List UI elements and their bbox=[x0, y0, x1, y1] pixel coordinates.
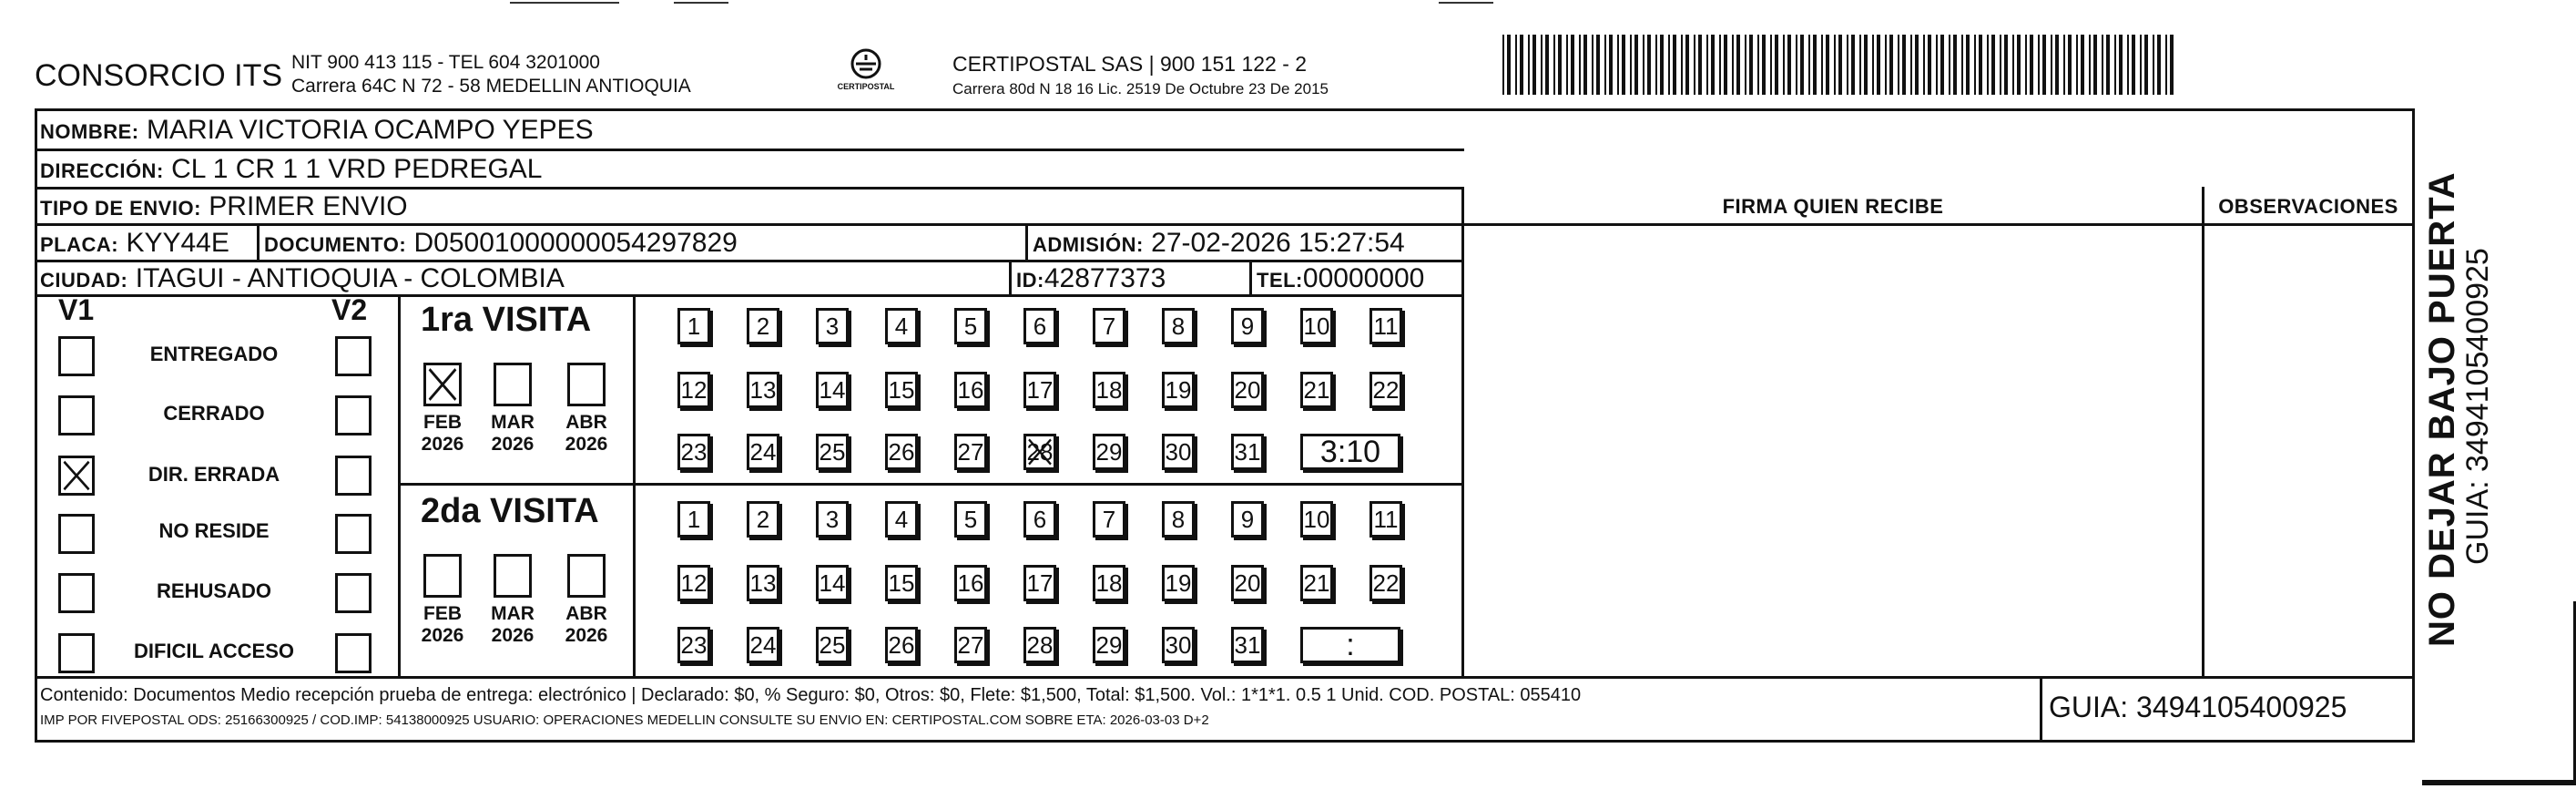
month-year: 2026 bbox=[565, 625, 608, 646]
barcode-bar bbox=[1838, 35, 1842, 95]
reason-label: CERRADO bbox=[163, 402, 265, 425]
x-mark-icon bbox=[61, 458, 92, 493]
barcode-bar bbox=[1872, 35, 1874, 95]
day-checkbox[interactable]: 3 bbox=[816, 308, 849, 344]
tipo-label: TIPO DE ENVIO: bbox=[40, 197, 201, 220]
top-border bbox=[35, 108, 2415, 111]
day-checkbox[interactable]: 14 bbox=[816, 372, 849, 408]
barcode-bar bbox=[2140, 35, 2142, 95]
barcode-bar bbox=[1643, 35, 1644, 95]
tipo-value: PRIMER ENVIO bbox=[209, 191, 408, 221]
reason-label: ENTREGADO bbox=[149, 343, 279, 365]
barcode-bar bbox=[1553, 35, 1555, 95]
day-checkbox[interactable]: 24 bbox=[747, 627, 779, 663]
day-checkbox[interactable]: 22 bbox=[1369, 372, 1402, 408]
day-checkbox[interactable]: 16 bbox=[954, 565, 987, 601]
day-checkbox[interactable]: 29 bbox=[1093, 434, 1125, 470]
barcode-bar bbox=[1783, 35, 1785, 95]
barcode-bar bbox=[2055, 35, 2059, 95]
month-name: FEB bbox=[423, 412, 462, 433]
v2-checkbox[interactable] bbox=[335, 395, 372, 435]
carrier-info bbox=[952, 51, 1329, 102]
ciudad-label: CIUDAD: bbox=[40, 269, 128, 292]
v2-checkbox[interactable] bbox=[335, 336, 372, 376]
v1-checkbox[interactable] bbox=[58, 573, 95, 613]
nombre-value: MARIA VICTORIA OCAMPO YEPES bbox=[146, 115, 594, 145]
day-checkbox[interactable]: 1 bbox=[677, 501, 710, 538]
right-border bbox=[2412, 108, 2415, 743]
footer-contents: Contenido: Documentos Medio recepción prueba de entrega: electrónico | Declarado: $0, % Seguro: $0, Otros: $0, Flete: $1,500, Total: $1,500. Vol.: 1*1*1. 0.5 1 Unid. COD. POSTAL: 055410 bbox=[40, 685, 1582, 705]
month-label bbox=[485, 603, 540, 647]
barcode-bar bbox=[1966, 35, 1970, 95]
id-value: 42877373 bbox=[1044, 263, 1166, 293]
day-checkbox[interactable]: 18 bbox=[1093, 565, 1125, 601]
barcode-bar bbox=[1770, 35, 1772, 95]
reason-label: REHUSADO bbox=[157, 579, 271, 602]
barcode-bar bbox=[2081, 35, 2084, 95]
footer-guia-divider bbox=[2040, 676, 2042, 743]
day-checkbox[interactable]: 31 bbox=[1231, 627, 1264, 663]
day-checkbox[interactable]: 29 bbox=[1093, 627, 1125, 663]
barcode-bar bbox=[1851, 35, 1855, 95]
v2-checkbox[interactable] bbox=[335, 633, 372, 673]
time-field[interactable]: : bbox=[1300, 627, 1400, 663]
company-info bbox=[291, 51, 691, 98]
month-name: ABR bbox=[565, 603, 607, 624]
direccion-value: CL 1 CR 1 1 VRD PEDREGAL bbox=[171, 154, 543, 184]
footer-divider bbox=[35, 676, 2415, 679]
day-checkbox[interactable]: 4 bbox=[885, 308, 918, 344]
admision-value: 27-02-2026 15:27:54 bbox=[1151, 228, 1405, 258]
bottom-border bbox=[35, 740, 2415, 743]
barcode-bar bbox=[1979, 35, 1982, 95]
barcode-bar bbox=[1889, 35, 1893, 95]
day-checkbox[interactable]: 14 bbox=[816, 565, 849, 601]
scan-artifact-line bbox=[510, 2, 619, 4]
barcode-bar bbox=[1706, 35, 1708, 95]
barcode-bar bbox=[1528, 35, 1530, 95]
ciudad-cell bbox=[40, 262, 565, 297]
barcode-bar bbox=[1724, 35, 1727, 95]
month-year: 2026 bbox=[421, 434, 464, 455]
month-checkbox[interactable] bbox=[423, 554, 462, 598]
day-checkbox[interactable]: 5 bbox=[954, 308, 987, 344]
barcode-bar bbox=[2165, 35, 2167, 95]
month-name: FEB bbox=[423, 603, 462, 624]
day-checkbox[interactable]: 11 bbox=[1369, 501, 1402, 538]
barcode-bar bbox=[1915, 35, 1919, 95]
barcode-bar bbox=[1736, 35, 1740, 95]
day-checkbox[interactable]: 12 bbox=[677, 565, 710, 601]
month-checkbox[interactable] bbox=[494, 554, 532, 598]
barcode-bar bbox=[1834, 35, 1836, 95]
day-checkbox[interactable]: 8 bbox=[1162, 501, 1195, 538]
barcode-bar bbox=[2157, 35, 2161, 95]
barcode-bar bbox=[2114, 35, 2116, 95]
barcode-bar bbox=[2127, 35, 2129, 95]
v1-checkbox[interactable] bbox=[58, 395, 95, 435]
month-checkbox[interactable] bbox=[567, 554, 606, 598]
day-checkbox[interactable]: 16 bbox=[954, 372, 987, 408]
barcode-bar bbox=[1592, 35, 1593, 95]
barcode-bar bbox=[1732, 35, 1734, 95]
day-checkbox[interactable]: 20 bbox=[1231, 565, 1264, 601]
second-visit-title: 2da VISITA bbox=[421, 492, 599, 530]
day-checkbox[interactable]: 23 bbox=[677, 434, 710, 470]
scan-artifact-line bbox=[674, 2, 728, 4]
reason-label: DIR. ERRADA bbox=[148, 463, 280, 486]
barcode-bar bbox=[2004, 35, 2008, 95]
reason-label: NO RESIDE bbox=[158, 519, 270, 542]
day-checkbox[interactable]: 13 bbox=[747, 372, 779, 408]
company-nit: NIT 900 413 115 - TEL 604 3201000 bbox=[291, 52, 600, 73]
day-checkbox[interactable]: 1 bbox=[677, 308, 710, 344]
barcode-bar bbox=[1515, 35, 1517, 95]
day-checkbox[interactable]: 8 bbox=[1162, 308, 1195, 344]
barcode-bar bbox=[2038, 35, 2040, 95]
v1-checkbox[interactable] bbox=[58, 514, 95, 554]
barcode-bar bbox=[2076, 35, 2078, 95]
certipostal-logo bbox=[834, 46, 898, 100]
barcode-bar bbox=[1826, 35, 1829, 95]
month-label bbox=[415, 412, 470, 456]
tel-value: 00000000 bbox=[1302, 263, 1425, 293]
id-divider bbox=[1009, 260, 1012, 294]
day-checkbox[interactable]: 3 bbox=[816, 501, 849, 538]
direccion-row bbox=[40, 153, 542, 188]
barcode-bar bbox=[1787, 35, 1791, 95]
placa-label: PLACA: bbox=[40, 233, 119, 256]
day-checkbox[interactable]: 4 bbox=[885, 501, 918, 538]
carrier-address: Carrera 80d N 18 16 Lic. 2519 De Octubre 23 De 2015 bbox=[952, 80, 1329, 97]
barcode-bar bbox=[1617, 35, 1619, 95]
barcode-bar bbox=[1953, 35, 1957, 95]
barcode-bar bbox=[1885, 35, 1887, 95]
observaciones-header: OBSERVACIONES bbox=[2218, 195, 2398, 218]
day-checkbox[interactable]: 6 bbox=[1023, 308, 1056, 344]
id-label: ID: bbox=[1016, 269, 1044, 292]
admision-cell bbox=[1033, 227, 1405, 261]
barcode-bar bbox=[1749, 35, 1753, 95]
day-checkbox[interactable]: 5 bbox=[954, 501, 987, 538]
tel-label: TEL: bbox=[1257, 269, 1303, 292]
barcode-bar bbox=[1673, 35, 1676, 95]
barcode-bar bbox=[2144, 35, 2148, 95]
day-checkbox[interactable]: 25 bbox=[816, 627, 849, 663]
barcode-bar bbox=[1622, 35, 1625, 95]
tel-divider bbox=[1249, 260, 1252, 294]
documento-label: DOCUMENTO: bbox=[264, 233, 407, 256]
month-label bbox=[415, 603, 470, 647]
v1-checkbox[interactable] bbox=[58, 456, 95, 496]
barcode-bar bbox=[1910, 35, 1912, 95]
company-address: Carrera 64C N 72 - 58 MEDELLIN ANTIOQUIA bbox=[291, 76, 691, 97]
month-label bbox=[559, 603, 614, 647]
barcode-bar bbox=[1579, 35, 1581, 95]
month-checkbox[interactable] bbox=[494, 363, 532, 406]
barcode-bar bbox=[1698, 35, 1702, 95]
logo-icon bbox=[834, 46, 898, 100]
day-checkbox[interactable]: 17 bbox=[1023, 372, 1056, 408]
day-checkbox[interactable]: 26 bbox=[885, 627, 918, 663]
day-checkbox[interactable]: 27 bbox=[954, 434, 987, 470]
month-label bbox=[485, 412, 540, 456]
barcode-bar bbox=[1541, 35, 1543, 95]
barcode-bar bbox=[1630, 35, 1632, 95]
barcode-bar bbox=[1936, 35, 1938, 95]
month-checkbox[interactable] bbox=[567, 363, 606, 406]
barcode-bar bbox=[1711, 35, 1715, 95]
row-divider bbox=[35, 149, 1464, 151]
barcode-bar bbox=[1949, 35, 1950, 95]
barcode-bar bbox=[1762, 35, 1766, 95]
day-checkbox[interactable]: 26 bbox=[885, 434, 918, 470]
day-checkbox[interactable]: 2 bbox=[747, 501, 779, 538]
barcode-bar bbox=[2025, 35, 2027, 95]
barcode-bar bbox=[1813, 35, 1817, 95]
barcode-bar bbox=[1660, 35, 1664, 95]
month-name: MAR bbox=[491, 603, 535, 624]
barcode-bar bbox=[1694, 35, 1695, 95]
placa-cell bbox=[40, 227, 229, 261]
day-checkbox[interactable]: 2 bbox=[747, 308, 779, 344]
day-checkbox[interactable]: 23 bbox=[677, 627, 710, 663]
day-checkbox[interactable]: 19 bbox=[1162, 372, 1195, 408]
day-checkbox[interactable]: 24 bbox=[747, 434, 779, 470]
barcode-bar bbox=[2102, 35, 2103, 95]
documento-cell bbox=[264, 227, 738, 261]
barcode-bar bbox=[1902, 35, 1906, 95]
month-name: MAR bbox=[491, 412, 535, 433]
barcode-bar bbox=[1877, 35, 1880, 95]
x-mark-icon bbox=[426, 365, 459, 404]
barcode-bar bbox=[1685, 35, 1689, 95]
month-year: 2026 bbox=[491, 434, 535, 455]
barcode-bar bbox=[1928, 35, 1931, 95]
day-checkbox[interactable]: 25 bbox=[816, 434, 849, 470]
v2-header: V2 bbox=[331, 293, 368, 326]
barcode-bar bbox=[1634, 35, 1638, 95]
barcode-bar bbox=[1923, 35, 1925, 95]
tipo-row bbox=[40, 190, 408, 225]
barcode-bar bbox=[1647, 35, 1651, 95]
barcode-bar bbox=[2089, 35, 2091, 95]
v1-checkbox[interactable] bbox=[58, 336, 95, 376]
x-mark-icon bbox=[1026, 436, 1054, 467]
barcode-bar bbox=[2030, 35, 2033, 95]
barcode-bar bbox=[1974, 35, 1976, 95]
ciudad-value: ITAGUI - ANTIOQUIA - COLOMBIA bbox=[135, 263, 565, 293]
day-checkbox[interactable]: 15 bbox=[885, 565, 918, 601]
barcode-bar bbox=[1596, 35, 1600, 95]
tel-cell bbox=[1257, 262, 1424, 297]
id-cell bbox=[1016, 262, 1166, 297]
barcode-bar bbox=[2132, 35, 2135, 95]
barcode-bar bbox=[2093, 35, 2097, 95]
day-checkbox[interactable]: 9 bbox=[1231, 501, 1264, 538]
barcode-bar bbox=[2012, 35, 2014, 95]
barcode-bar bbox=[1987, 35, 1989, 95]
barcode-bar bbox=[1583, 35, 1587, 95]
barcode-bar bbox=[2017, 35, 2021, 95]
nombre-row bbox=[40, 114, 594, 149]
admision-divider bbox=[1025, 223, 1028, 260]
logo-text: CERTIPOSTAL bbox=[837, 82, 895, 91]
barcode-bar bbox=[1961, 35, 1963, 95]
side-guia: GUIA: 3494105400925 bbox=[2460, 248, 2495, 565]
barcode-bar bbox=[1532, 35, 1536, 95]
barcode-bar bbox=[1745, 35, 1746, 95]
month-year: 2026 bbox=[565, 434, 608, 455]
barcode-bar bbox=[1775, 35, 1778, 95]
first-visit-title: 1ra VISITA bbox=[421, 301, 592, 339]
documento-value: D05001000000054297829 bbox=[413, 228, 738, 258]
company-name: CONSORCIO ITS bbox=[35, 58, 283, 93]
barcode-bar bbox=[1609, 35, 1613, 95]
direccion-label: DIRECCIÓN: bbox=[40, 159, 164, 182]
firma-divider bbox=[1461, 187, 1464, 679]
day-checkbox[interactable]: 21 bbox=[1300, 372, 1333, 408]
placa-divider bbox=[257, 223, 260, 260]
barcode-bar bbox=[1898, 35, 1899, 95]
barcode-bar bbox=[1668, 35, 1670, 95]
nombre-label: NOMBRE: bbox=[40, 120, 139, 143]
barcode-bar bbox=[1940, 35, 1944, 95]
scan-artifact-line bbox=[1439, 2, 1493, 4]
month-checkbox[interactable] bbox=[423, 363, 462, 406]
barcode-bar bbox=[2106, 35, 2110, 95]
placa-value: KYY44E bbox=[126, 228, 229, 258]
day-checkbox[interactable]: 11 bbox=[1369, 308, 1402, 344]
day-checkbox[interactable]: 10 bbox=[1300, 308, 1333, 344]
reason-label: DIFICIL ACCESO bbox=[133, 640, 294, 662]
barcode-bar bbox=[1507, 35, 1511, 95]
barcode-bar bbox=[1502, 35, 1504, 95]
day-checkbox[interactable]: 31 bbox=[1231, 434, 1264, 470]
month-year: 2026 bbox=[491, 625, 535, 646]
barcode-bar bbox=[1655, 35, 1657, 95]
barcode-bar bbox=[1571, 35, 1574, 95]
day-checkbox[interactable]: 27 bbox=[954, 627, 987, 663]
v1-checkbox[interactable] bbox=[58, 633, 95, 673]
day-checkbox[interactable]: 9 bbox=[1231, 308, 1264, 344]
barcode-bar bbox=[1566, 35, 1568, 95]
day-checkbox[interactable]: 28 bbox=[1023, 434, 1056, 470]
v2-checkbox[interactable] bbox=[335, 514, 372, 554]
v2-checkbox[interactable] bbox=[335, 573, 372, 613]
barcode-bar bbox=[2119, 35, 2123, 95]
month-year: 2026 bbox=[421, 625, 464, 646]
barcode-bar bbox=[1821, 35, 1823, 95]
time-field[interactable]: 3:10 bbox=[1300, 434, 1400, 470]
day-checkbox[interactable]: 22 bbox=[1369, 565, 1402, 601]
barcode-bar bbox=[1719, 35, 1721, 95]
day-checkbox[interactable]: 7 bbox=[1093, 308, 1125, 344]
admision-label: ADMISIÓN: bbox=[1033, 233, 1144, 256]
day-checkbox[interactable]: 21 bbox=[1300, 565, 1333, 601]
side-warning: NO DEJAR BAJO PUERTA bbox=[2422, 171, 2462, 647]
v1-header: V1 bbox=[58, 293, 95, 326]
month-name: ABR bbox=[565, 412, 607, 433]
barcode-bar bbox=[1545, 35, 1549, 95]
barcode-bar bbox=[1796, 35, 1797, 95]
barcode-bar bbox=[1558, 35, 1562, 95]
day-checkbox[interactable]: 30 bbox=[1162, 627, 1195, 663]
barcode-bar bbox=[1520, 35, 1523, 95]
barcode-bar bbox=[2000, 35, 2001, 95]
barcode-bar bbox=[1604, 35, 1606, 95]
barcode-bar bbox=[2063, 35, 2065, 95]
day-checkbox[interactable]: 18 bbox=[1093, 372, 1125, 408]
barcode-bar bbox=[2170, 35, 2174, 95]
barcode-bar bbox=[2068, 35, 2072, 95]
barcode-bar bbox=[2042, 35, 2046, 95]
barcode-bar bbox=[1991, 35, 1995, 95]
carrier-name: CERTIPOSTAL SAS | 900 151 122 - 2 bbox=[952, 52, 1308, 76]
v2-checkbox[interactable] bbox=[335, 456, 372, 496]
footer-guia: GUIA: 3494105400925 bbox=[2049, 691, 2347, 723]
day-checkbox[interactable]: 20 bbox=[1231, 372, 1264, 408]
observaciones-divider bbox=[2202, 187, 2204, 679]
day-checkbox[interactable]: 30 bbox=[1162, 434, 1195, 470]
barcode bbox=[1502, 35, 2176, 98]
day-checkbox[interactable]: 10 bbox=[1300, 501, 1333, 538]
day-checkbox[interactable]: 13 bbox=[747, 565, 779, 601]
frame-bottom-edge bbox=[2422, 780, 2576, 785]
firma-header: FIRMA QUIEN RECIBE bbox=[1722, 195, 1944, 218]
day-checkbox[interactable]: 17 bbox=[1023, 565, 1056, 601]
day-checkbox[interactable]: 15 bbox=[885, 372, 918, 408]
day-checkbox[interactable]: 6 bbox=[1023, 501, 1056, 538]
barcode-bar bbox=[1800, 35, 1804, 95]
footer-print-info: IMP POR FIVEPOSTAL ODS: 25166300925 / COD.IMP: 54138000925 USUARIO: OPERACIONES MEDELLIN CONSULTE SU ENVIO EN: CERTIPOSTAL.COM SOBRE ETA: 2026-03-03 D+2 bbox=[40, 712, 1209, 728]
barcode-bar bbox=[1859, 35, 1861, 95]
barcode-bar bbox=[2153, 35, 2154, 95]
day-checkbox[interactable]: 19 bbox=[1162, 565, 1195, 601]
visits-divider bbox=[398, 483, 1463, 486]
barcode-bar bbox=[1808, 35, 1810, 95]
day-checkbox[interactable]: 7 bbox=[1093, 501, 1125, 538]
barcode-bar bbox=[1864, 35, 1868, 95]
barcode-bar bbox=[1847, 35, 1848, 95]
day-checkbox[interactable]: 28 bbox=[1023, 627, 1056, 663]
day-checkbox[interactable]: 12 bbox=[677, 372, 710, 408]
month-label bbox=[559, 412, 614, 456]
barcode-bar bbox=[1681, 35, 1683, 95]
left-border bbox=[35, 108, 37, 743]
barcode-bar bbox=[1757, 35, 1759, 95]
barcode-bar bbox=[2051, 35, 2052, 95]
